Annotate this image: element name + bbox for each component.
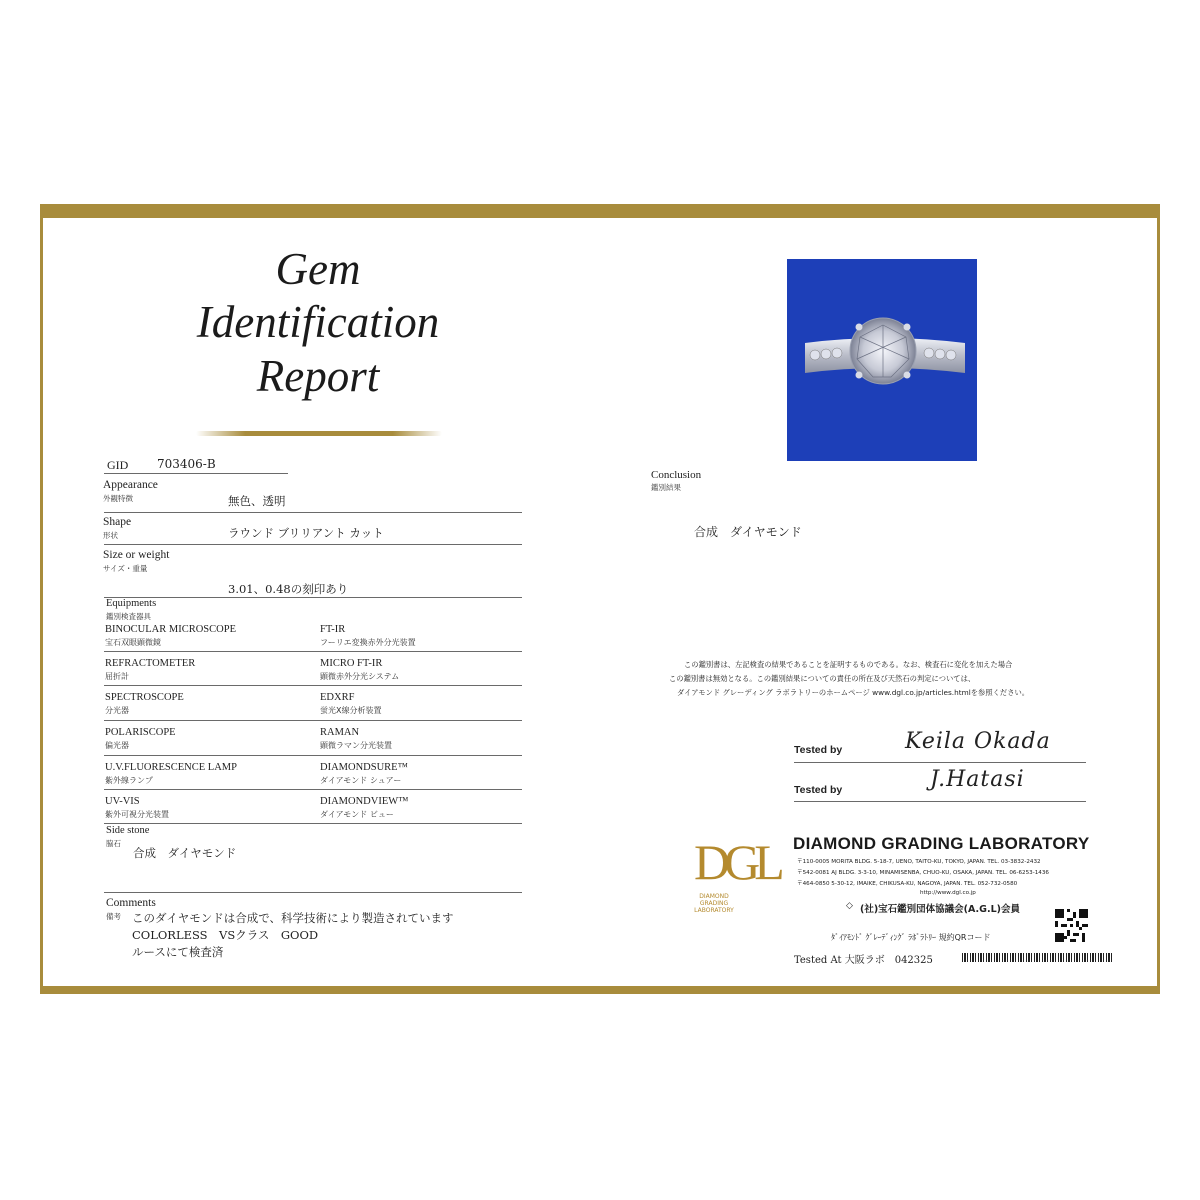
rule xyxy=(104,685,522,686)
tested-by-label: Tested by xyxy=(794,744,843,756)
report-title-line2: Identification xyxy=(196,297,440,347)
notice-line: ダイアモンド グレーディング ラボラトリーのホームページ www.dgl.co.jp/articles.htmlを参照ください。 xyxy=(677,688,1030,697)
shape-label: Shape xyxy=(103,516,132,528)
equipment-name-jp: 顕微赤外分光システム xyxy=(320,672,400,681)
appearance-label-jp: 外観特徴 xyxy=(103,494,133,503)
dgl-logo-caption xyxy=(684,893,744,914)
signature: Keila Okada xyxy=(905,729,1051,754)
equipment-name: BINOCULAR MICROSCOPE xyxy=(105,624,236,635)
rule xyxy=(104,597,522,598)
gid-value: 703406-B xyxy=(157,457,216,471)
logo-caption-line: DIAMOND xyxy=(699,893,729,900)
logo-caption-line: LABORATORY xyxy=(694,907,734,914)
qr-code xyxy=(1055,909,1088,942)
rule xyxy=(104,544,522,545)
ring-photo xyxy=(787,259,977,461)
notice-line: この鑑別書は、左記検査の結果であることを証明するものである。なお、検査石に変化を加えた場合 xyxy=(684,660,1013,669)
notice-line: この鑑別書は無効となる。この鑑別結果についての責任の所在及び天然石の判定については、 xyxy=(669,674,976,683)
size-label-jp: サイズ・重量 xyxy=(103,564,148,573)
shape-value: ラウンド ブリリアント カット xyxy=(228,526,384,540)
equipment-name-jp: フーリエ変換赤外分光装置 xyxy=(320,638,416,647)
shape-label-jp: 形状 xyxy=(103,531,118,540)
comments-label: Comments xyxy=(106,897,156,909)
rule xyxy=(104,789,522,790)
equipment-name: RAMAN xyxy=(320,727,360,738)
rule xyxy=(104,823,522,824)
equipment-name-jp: ダイアモンド シュアー xyxy=(320,776,402,785)
gid-label: GID xyxy=(107,458,129,472)
conclusion-label-jp: 鑑別結果 xyxy=(651,483,681,492)
lab-address: 〒542-0081 AJ BLDG. 3-3-10, MINAMISENBA, CHUO-KU, OSAKA, JAPAN. TEL. 06-6253-1436 xyxy=(797,870,1049,876)
qr-caption: ﾀﾞｲｱﾓﾝﾄﾞ ｸﾞﾚｰﾃﾞｨﾝｸﾞ ﾗﾎﾞﾗﾄﾘｰ 規約QRコード xyxy=(831,933,991,942)
equipment-name-jp: 屈折計 xyxy=(105,672,129,681)
logo-caption-line: GRADING xyxy=(699,900,729,907)
size-label: Size or weight xyxy=(103,549,170,561)
barcode xyxy=(962,953,1114,962)
equipment-name-jp: 紫外可視分光装置 xyxy=(105,810,169,819)
gid-rule xyxy=(104,473,288,474)
dgl-logo-mark: DGL xyxy=(694,834,779,890)
appearance-label: Appearance xyxy=(103,479,158,491)
rule xyxy=(794,801,1086,802)
equipment-name-jp: 宝石双眼顕微鏡 xyxy=(105,638,161,647)
equipment-name: DIAMONDVIEW™ xyxy=(320,796,409,807)
equipment-name-jp: ダイアモンド ビュー xyxy=(320,810,394,819)
comment-line: COLORLESS VSクラス GOOD xyxy=(132,928,319,942)
equipment-name-jp: 顕微ラマン分光装置 xyxy=(320,741,392,750)
equipment-name: DIAMONDSURE™ xyxy=(320,762,408,773)
equipment-name: MICRO FT-IR xyxy=(320,658,383,669)
equipment-name: UV-VIS xyxy=(105,796,140,807)
lab-address: 〒464-0850 5-30-12, IMAIKE, CHIKUSA-KU, NAGOYA, JAPAN. TEL. 052-732-0580 xyxy=(797,881,1018,887)
rule xyxy=(104,755,522,756)
equipment-name-jp: 分光器 xyxy=(105,706,129,715)
report-title-line3: Report xyxy=(256,351,380,401)
lab-url: http://www.dgl.co.jp xyxy=(920,890,976,896)
rule xyxy=(794,762,1086,763)
report-title-line1: Gem xyxy=(275,244,361,294)
title-underline xyxy=(196,431,442,436)
comments-label-jp: 備考 xyxy=(106,912,121,921)
conclusion-label: Conclusion xyxy=(651,469,702,481)
rule xyxy=(104,720,522,721)
rule xyxy=(104,651,522,652)
size-value: 3.01、0.48の刻印あり xyxy=(228,582,349,596)
equipment-name-jp: 偏光器 xyxy=(105,741,129,750)
equipments-label: Equipments xyxy=(106,598,157,609)
signature: J.Hatasi xyxy=(930,767,1025,792)
equipment-name: U.V.FLUORESCENCE LAMP xyxy=(105,762,237,773)
diamond-icon: ◇ xyxy=(846,901,853,911)
comment-line: このダイヤモンドは合成で、科学技術により製造されています xyxy=(132,911,454,925)
side-stone-label: Side stone xyxy=(106,825,150,836)
side-stone-value: 合成 ダイヤモンド xyxy=(133,846,237,860)
side-stone-label-jp: 脇石 xyxy=(106,839,121,848)
lab-address: 〒110-0005 MORITA BLDG. 5-18-7, UENO, TAITO-KU, TOKYO, JAPAN. TEL. 03-3832-2432 xyxy=(797,859,1041,865)
rule xyxy=(104,892,522,893)
equipment-name: EDXRF xyxy=(320,692,355,703)
equipment-name: POLARISCOPE xyxy=(105,727,176,738)
equipment-name: SPECTROSCOPE xyxy=(105,692,184,703)
rule xyxy=(104,512,522,513)
tested-by-label: Tested by xyxy=(794,784,843,796)
equipments-label-jp: 鑑別検査器具 xyxy=(106,612,151,621)
equipment-name: FT-IR xyxy=(320,624,346,635)
equipment-name: REFRACTOMETER xyxy=(105,658,196,669)
lab-name: DIAMOND GRADING LABORATORY xyxy=(793,834,1090,853)
conclusion-value: 合成 ダイヤモンド xyxy=(694,525,802,539)
equipment-name-jp: 蛍光X線分析装置 xyxy=(320,706,382,715)
tested-at: Tested At 大阪ラボ 042325 xyxy=(794,955,933,966)
appearance-value: 無色、透明 xyxy=(228,494,286,508)
association-text: (社)宝石鑑別団体協議会(A.G.L)会員 xyxy=(860,904,1020,915)
equipment-name-jp: 紫外線ランプ xyxy=(105,776,153,785)
comment-line: ルースにて検査済 xyxy=(132,945,224,959)
